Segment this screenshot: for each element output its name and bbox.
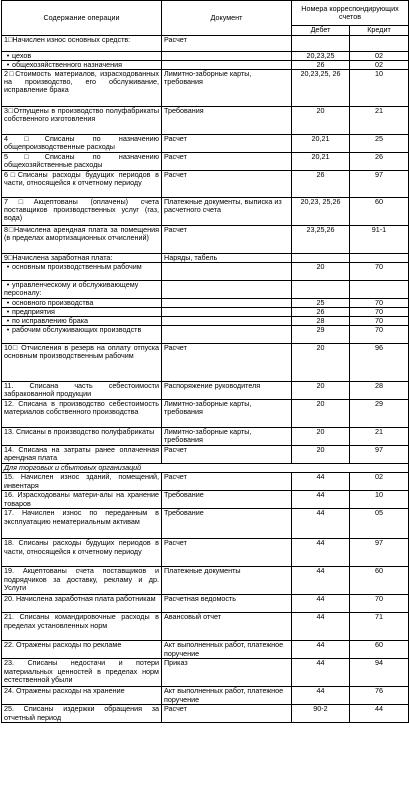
operation-cell — [2, 36, 162, 52]
credit-cell: 71 — [350, 613, 409, 641]
debit-cell — [292, 36, 350, 52]
document-cell: Требование — [162, 509, 292, 539]
table-row — [2, 539, 409, 567]
document-cell: Акт выполненных работ, платежное поручение — [162, 641, 292, 659]
debit-cell: 44 — [292, 595, 350, 613]
table-row — [2, 153, 409, 171]
debit-cell: 20 — [292, 382, 350, 400]
credit-cell: 21 — [350, 428, 409, 446]
operation-cell — [2, 539, 162, 567]
operation-cell — [2, 198, 162, 226]
credit-cell: 44 — [350, 705, 409, 723]
document-cell: Расчет — [162, 539, 292, 567]
debit-cell: 44 — [292, 509, 350, 539]
operation-text: 22. Отражены расходы по рекламе — [4, 640, 122, 650]
document-cell: Расчетная ведомость — [162, 595, 292, 613]
operation-text: 3□Отпущены в производство полуфабрикаты собственного изготовления — [4, 106, 159, 124]
debit-cell: 44 — [292, 641, 350, 659]
table-row — [2, 687, 409, 705]
table-row — [2, 70, 409, 107]
debit-cell: 20,21 — [292, 153, 350, 171]
section-title: Для торговых и сбытовых организаций — [2, 464, 409, 473]
operation-cell — [2, 473, 162, 491]
table-body — [2, 36, 409, 723]
bullet-icon: • — [6, 325, 10, 335]
credit-cell: 97 — [350, 446, 409, 464]
operation-text: 18. Списаны расходы будущих периодов в части, относящейся к отчетному периоду — [4, 538, 159, 556]
debit-cell: 20 — [292, 446, 350, 464]
operation-text: 10□ Отчисления в резерв на оплату отпуска основным производственным рабочим — [4, 343, 159, 361]
credit-cell: 97 — [350, 171, 409, 198]
operations-table — [1, 0, 409, 723]
document-cell: Наряды, табель — [162, 254, 292, 263]
table-row — [2, 641, 409, 659]
operation-cell — [2, 687, 162, 705]
credit-cell: 96 — [350, 344, 409, 382]
debit-cell: 28 — [292, 317, 350, 326]
debit-cell: 90-2 — [292, 705, 350, 723]
document-cell — [162, 308, 292, 317]
table-row — [2, 135, 409, 153]
credit-cell: 26 — [350, 153, 409, 171]
table-row — [2, 567, 409, 595]
debit-cell: 25 — [292, 299, 350, 308]
credit-cell: 70 — [350, 263, 409, 281]
debit-cell: 20 — [292, 400, 350, 428]
operation-text: 7□Акцептованы (оплачены) счета поставщиков производственных услуг (газ, вода) — [4, 197, 159, 223]
credit-cell: 05 — [350, 509, 409, 539]
document-cell: Расчет — [162, 226, 292, 254]
table-row — [2, 326, 409, 344]
credit-cell — [350, 281, 409, 299]
operation-cell — [2, 567, 162, 595]
table-row — [2, 446, 409, 464]
credit-cell: 28 — [350, 382, 409, 400]
debit-cell: 44 — [292, 659, 350, 687]
document-cell: Расчет — [162, 446, 292, 464]
bullet-icon: • — [6, 307, 10, 317]
document-cell: Лимитно-заборные карты, требования — [162, 428, 292, 446]
table-row — [2, 382, 409, 400]
document-cell — [162, 317, 292, 326]
table-row — [2, 509, 409, 539]
operation-cell — [2, 446, 162, 464]
operation-text: 24. Отражены расходы на хранение — [4, 686, 125, 696]
document-cell — [162, 326, 292, 344]
debit-cell: 23,25,26 — [292, 226, 350, 254]
operation-text: 11. Списана часть себестоимости забракованной продукции — [4, 381, 159, 399]
table-row — [2, 428, 409, 446]
operation-text: рабочим обслуживающих производств — [12, 325, 142, 335]
operation-cell — [2, 491, 162, 509]
table-row — [2, 281, 409, 299]
bullet-icon: • — [6, 60, 10, 70]
debit-cell: 20,23,25, 26 — [292, 70, 350, 107]
operation-text: 6□Списаны расходы будущих периодов в части, относящейся к отчетному периоду — [4, 170, 159, 188]
operation-text: общехозяйственного назначения — [12, 60, 123, 70]
table-row — [2, 595, 409, 613]
credit-cell: 70 — [350, 299, 409, 308]
debit-cell: 20 — [292, 107, 350, 135]
debit-cell: 44 — [292, 491, 350, 509]
operation-cell — [2, 171, 162, 198]
document-cell: Платежные документы — [162, 567, 292, 595]
operation-text: 12. Списана в производство себестоимость материалов собственного производства — [4, 399, 159, 417]
document-cell — [162, 52, 292, 61]
operation-cell — [2, 107, 162, 135]
operation-text: 9□Начислена заработная плата: — [4, 253, 113, 263]
operation-text: 13. Списаны в производство полуфабрикаты — [4, 427, 155, 437]
operation-cell — [2, 595, 162, 613]
document-cell — [162, 299, 292, 308]
table-row — [2, 344, 409, 382]
table-row — [2, 36, 409, 52]
document-cell: Лимитно-заборные карты, требования — [162, 70, 292, 107]
document-cell: Расчет — [162, 36, 292, 52]
document-cell: Авансовый отчет — [162, 613, 292, 641]
table-row — [2, 226, 409, 254]
document-cell: Расчет — [162, 344, 292, 382]
credit-cell — [350, 36, 409, 52]
operation-cell — [2, 705, 162, 723]
operation-text: 4□Списаны по назначению общепроизводственные расходы — [4, 134, 159, 152]
table-row — [2, 299, 409, 308]
credit-cell: 60 — [350, 641, 409, 659]
operation-cell — [2, 344, 162, 382]
operation-cell — [2, 135, 162, 153]
debit-cell: 44 — [292, 567, 350, 595]
debit-cell: 20 — [292, 263, 350, 281]
debit-cell: 44 — [292, 539, 350, 567]
operation-cell — [2, 641, 162, 659]
header-operation: Содержание операции — [2, 1, 162, 36]
credit-cell: 70 — [350, 317, 409, 326]
debit-cell: 26 — [292, 61, 350, 70]
debit-cell: 44 — [292, 687, 350, 705]
operation-text: управленческому и обслуживающему персоналу: — [4, 280, 139, 298]
document-cell — [162, 263, 292, 281]
operation-text: 5□Списаны по назначению общехозяйственные расходы — [4, 152, 159, 170]
debit-cell: 20 — [292, 344, 350, 382]
operation-cell — [2, 281, 162, 299]
credit-cell: 76 — [350, 687, 409, 705]
operation-cell — [2, 428, 162, 446]
credit-cell: 25 — [350, 135, 409, 153]
debit-cell: 20 — [292, 428, 350, 446]
operation-text: 16. Израсходованы матери-алы на хранение товаров — [4, 490, 159, 508]
credit-cell: 97 — [350, 539, 409, 567]
table-row — [2, 107, 409, 135]
operation-text: 25. Списаны издержки обращения за отчетный период — [4, 704, 159, 722]
bullet-icon: • — [6, 51, 10, 60]
bullet-icon: • — [6, 262, 10, 272]
table-row — [2, 263, 409, 281]
debit-cell: 26 — [292, 171, 350, 198]
debit-cell: 29 — [292, 326, 350, 344]
credit-cell: 60 — [350, 198, 409, 226]
operation-cell — [2, 226, 162, 254]
operation-cell — [2, 153, 162, 171]
operation-text: 8□Начислена арендная плата за помещения (в пределах амортизационных отчислений) — [4, 225, 159, 243]
debit-cell: 44 — [292, 473, 350, 491]
document-cell: Расчет — [162, 473, 292, 491]
document-cell: Расчет — [162, 153, 292, 171]
operation-cell — [2, 400, 162, 428]
operation-text: 2□Стоимость материалов, израсходованных на производство, его обслуживание, исправление брака — [4, 69, 159, 95]
table-row — [2, 198, 409, 226]
document-cell: Приказ — [162, 659, 292, 687]
document-cell: Расчет — [162, 705, 292, 723]
debit-cell: 20,23, 25,26 — [292, 198, 350, 226]
credit-cell: 94 — [350, 659, 409, 687]
header-credit: Кредит — [350, 26, 409, 36]
debit-cell — [292, 281, 350, 299]
document-cell: Расчет — [162, 171, 292, 198]
document-cell: Платежные документы, выписка из расчетного счета — [162, 198, 292, 226]
credit-cell: 70 — [350, 595, 409, 613]
operation-text: основного производства — [12, 298, 94, 308]
table-row — [2, 705, 409, 723]
document-cell: Распоряжение руководителя — [162, 382, 292, 400]
debit-cell: 20,23,25 — [292, 52, 350, 61]
header-debit: Дебет — [292, 26, 350, 36]
operation-cell — [2, 263, 162, 281]
operation-text: 17. Начислен износ по переданным в эксплуатацию нематериальным активам — [4, 508, 159, 526]
debit-cell: 20,21 — [292, 135, 350, 153]
debit-cell: 26 — [292, 308, 350, 317]
operation-text: 20. Начислена заработная плата работникам — [4, 594, 156, 604]
operation-cell — [2, 509, 162, 539]
table-row — [2, 400, 409, 428]
operation-cell — [2, 70, 162, 107]
operation-text: 14. Списана на затраты ранее оплаченная арендная плата — [4, 445, 159, 463]
credit-cell: 70 — [350, 308, 409, 317]
operation-text: по исправлению брака — [12, 316, 89, 326]
debit-cell: 44 — [292, 613, 350, 641]
operation-text: 21. Списаны командировочные расходы в пределах установленных норм — [4, 612, 159, 630]
operation-cell — [2, 613, 162, 641]
document-cell: Требование — [162, 491, 292, 509]
credit-cell: 10 — [350, 70, 409, 107]
table-row — [2, 473, 409, 491]
header-accounts: Номера корреспондирующих счетов — [292, 1, 409, 26]
credit-cell: 70 — [350, 326, 409, 344]
operation-cell — [2, 326, 162, 344]
table-row — [2, 659, 409, 687]
bullet-icon: • — [6, 316, 10, 326]
credit-cell: 02 — [350, 61, 409, 70]
header-document: Документ — [162, 1, 292, 36]
credit-cell: 21 — [350, 107, 409, 135]
bullet-icon: • — [6, 298, 10, 308]
document-cell: Расчет — [162, 135, 292, 153]
document-cell: Лимитно-заборные карты, требования — [162, 400, 292, 428]
operation-text: основным производственным рабочим — [12, 262, 142, 272]
bullet-icon: • — [6, 280, 10, 290]
operation-text: предприятия — [12, 307, 55, 317]
operation-text: 19. Акцептованы счета поставщиков и подрядчиков за доставку, рекламу и др. Услуги — [4, 566, 159, 592]
credit-cell: 02 — [350, 52, 409, 61]
credit-cell: 91-1 — [350, 226, 409, 254]
operation-text: цехов — [12, 51, 32, 60]
table-row — [2, 491, 409, 509]
credit-cell: 02 — [350, 473, 409, 491]
table-row — [2, 171, 409, 198]
operation-text: 1□Начислен износ основных средств: — [4, 35, 131, 44]
credit-cell: 10 — [350, 491, 409, 509]
table-header-row — [2, 1, 409, 26]
operation-cell — [2, 382, 162, 400]
document-cell: Акт выполненных работ, платежное поручение — [162, 687, 292, 705]
operation-cell — [2, 659, 162, 687]
document-cell — [162, 281, 292, 299]
credit-cell: 29 — [350, 400, 409, 428]
document-cell: Требования — [162, 107, 292, 135]
operation-text: 15. Начислен износ зданий, помещений, инвентаря — [4, 472, 159, 490]
operation-text: 23. Списаны недостачи и потери материальных ценностей в пределах норм естественной убыли — [4, 658, 159, 684]
table-row — [2, 613, 409, 641]
credit-cell: 60 — [350, 567, 409, 595]
